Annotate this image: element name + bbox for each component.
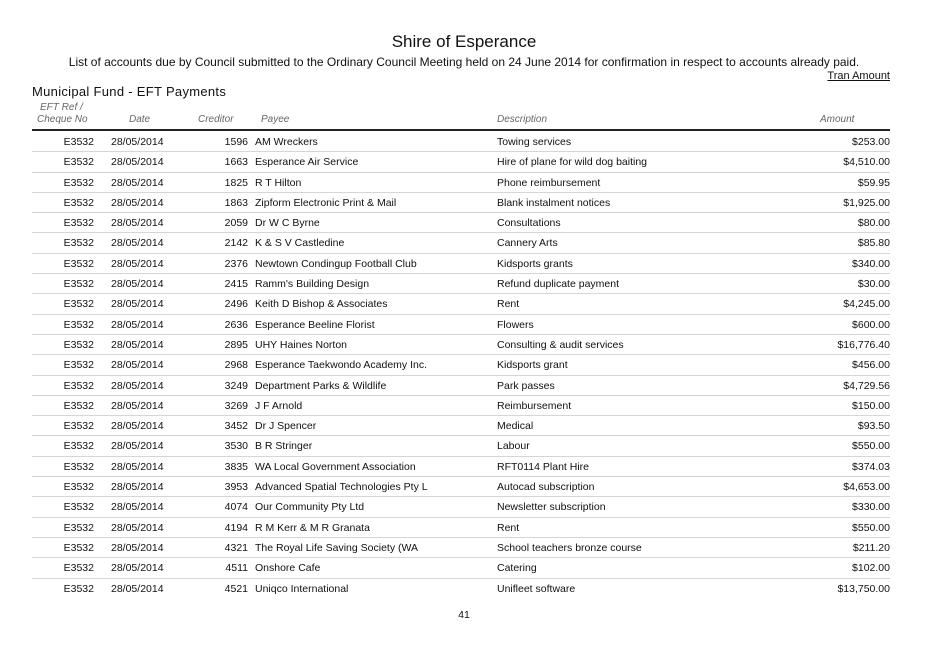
cell-description: RFT0114 Plant Hire bbox=[497, 460, 590, 473]
cell-payee: Advanced Spatial Technologies Pty L bbox=[255, 481, 428, 494]
cell-date: 28/05/2014 bbox=[111, 521, 164, 534]
cell-ref: E3532 bbox=[63, 318, 94, 331]
cell-description: Rent bbox=[497, 521, 520, 534]
header-ref-line2: Cheque No bbox=[37, 114, 88, 125]
cell-date: 28/05/2014 bbox=[111, 582, 164, 595]
page-number: 41 bbox=[458, 609, 470, 621]
cell-payee: Department Parks & Wildlife bbox=[255, 379, 387, 392]
cell-creditor: 3452 bbox=[224, 420, 248, 433]
cell-description: Kidsports grants bbox=[497, 257, 573, 270]
cell-description: Consultations bbox=[497, 217, 561, 230]
header-ref-line1: EFT Ref / bbox=[40, 102, 83, 113]
cell-date: 28/05/2014 bbox=[111, 440, 164, 453]
cell-amount: $550.00 bbox=[852, 521, 890, 534]
cell-date: 28/05/2014 bbox=[111, 318, 164, 331]
table-row bbox=[32, 538, 890, 558]
cell-creditor: 3269 bbox=[224, 399, 248, 412]
cell-description: Reimbursement bbox=[497, 399, 572, 412]
cell-description: Kidsports grant bbox=[497, 359, 568, 372]
cell-payee: Dr J Spencer bbox=[255, 420, 317, 433]
document-subtitle: List of accounts due by Council submitted to the Ordinary Council Meeting held on 24 June 2014 for confirmation in respect to accounts already paid. bbox=[68, 55, 860, 69]
cell-date: 28/05/2014 bbox=[111, 541, 164, 554]
cell-amount: $4,729.56 bbox=[843, 379, 890, 392]
table-row bbox=[32, 233, 890, 253]
cell-creditor: 2496 bbox=[224, 298, 248, 311]
cell-amount: $93.50 bbox=[857, 420, 890, 433]
cell-description: Newsletter subscription bbox=[497, 501, 606, 514]
cell-description: Unifleet software bbox=[497, 582, 576, 595]
cell-ref: E3532 bbox=[63, 399, 94, 412]
table-row bbox=[32, 132, 890, 152]
cell-amount: $374.03 bbox=[852, 460, 890, 473]
cell-payee: Our Community Pty Ltd bbox=[255, 501, 365, 514]
cell-payee: Uniqco International bbox=[255, 582, 349, 595]
cell-ref: E3532 bbox=[63, 257, 94, 270]
cell-creditor: 4321 bbox=[224, 541, 248, 554]
cell-ref: E3532 bbox=[63, 298, 94, 311]
cell-description: Medical bbox=[497, 420, 534, 433]
cell-ref: E3532 bbox=[63, 176, 94, 189]
cell-payee: Esperance Taekwondo Academy Inc. bbox=[255, 359, 427, 372]
cell-creditor: 2142 bbox=[224, 237, 248, 250]
cell-date: 28/05/2014 bbox=[111, 298, 164, 311]
cell-creditor: 4194 bbox=[224, 521, 248, 534]
table-row bbox=[32, 173, 890, 193]
table-row bbox=[32, 335, 890, 355]
table-row bbox=[32, 558, 890, 578]
cell-creditor: 3249 bbox=[224, 379, 248, 392]
cell-creditor: 4521 bbox=[224, 582, 248, 595]
cell-amount: $456.00 bbox=[852, 359, 890, 372]
table-row bbox=[32, 416, 890, 436]
cell-ref: E3532 bbox=[63, 460, 94, 473]
cell-ref: E3532 bbox=[63, 237, 94, 250]
cell-creditor: 3835 bbox=[224, 460, 248, 473]
cell-date: 28/05/2014 bbox=[111, 420, 164, 433]
payments-table bbox=[32, 132, 890, 598]
cell-ref: E3532 bbox=[63, 541, 94, 554]
cell-amount: $600.00 bbox=[852, 318, 890, 331]
table-row bbox=[32, 152, 890, 172]
section-title: Municipal Fund - EFT Payments bbox=[32, 84, 227, 99]
cell-date: 28/05/2014 bbox=[111, 237, 164, 250]
cell-payee: Dr W C Byrne bbox=[255, 217, 320, 230]
cell-payee: B R Stringer bbox=[255, 440, 313, 453]
cell-ref: E3532 bbox=[63, 481, 94, 494]
cell-payee: K & S V Castledine bbox=[255, 237, 345, 250]
table-row bbox=[32, 213, 890, 233]
cell-ref: E3532 bbox=[63, 440, 94, 453]
cell-payee: The Royal Life Saving Society (WA bbox=[255, 541, 419, 554]
table-row bbox=[32, 254, 890, 274]
cell-amount: $85.80 bbox=[857, 237, 890, 250]
cell-description: Labour bbox=[497, 440, 530, 453]
cell-payee: UHY Haines Norton bbox=[255, 338, 348, 351]
cell-ref: E3532 bbox=[63, 521, 94, 534]
cell-ref: E3532 bbox=[63, 359, 94, 372]
header-rule bbox=[32, 129, 890, 131]
table-row bbox=[32, 274, 890, 294]
cell-creditor: 1596 bbox=[224, 136, 248, 148]
cell-creditor: 3530 bbox=[224, 440, 248, 453]
cell-creditor: 2059 bbox=[224, 217, 248, 230]
cell-payee: Ramm's Building Design bbox=[255, 278, 370, 291]
cell-description: School teachers bronze course bbox=[497, 541, 642, 554]
header-payee: Payee bbox=[261, 114, 290, 125]
cell-amount: $340.00 bbox=[852, 257, 890, 270]
table-row bbox=[32, 396, 890, 416]
cell-ref: E3532 bbox=[63, 156, 94, 169]
cell-description: Consulting & audit services bbox=[497, 338, 624, 351]
cell-amount: $211.20 bbox=[852, 541, 890, 554]
cell-creditor: 2968 bbox=[224, 359, 248, 372]
table-row bbox=[32, 294, 890, 314]
table-row bbox=[32, 497, 890, 517]
cell-date: 28/05/2014 bbox=[111, 278, 164, 291]
cell-creditor: 3953 bbox=[224, 481, 248, 494]
cell-payee: J F Arnold bbox=[255, 399, 303, 412]
header-amount: Amount bbox=[820, 114, 855, 125]
cell-description: Catering bbox=[497, 562, 537, 575]
cell-description: Flowers bbox=[497, 318, 534, 331]
cell-amount: $102.00 bbox=[852, 562, 890, 575]
cell-amount: $1,925.00 bbox=[843, 196, 890, 209]
header-creditor: Creditor bbox=[198, 114, 234, 125]
cell-payee: Esperance Beeline Florist bbox=[255, 318, 375, 331]
cell-date: 28/05/2014 bbox=[111, 399, 164, 412]
tran-amount-label: Tran Amount bbox=[827, 70, 890, 82]
cell-amount: $4,510.00 bbox=[843, 156, 890, 169]
cell-ref: E3532 bbox=[63, 379, 94, 392]
cell-creditor: 1825 bbox=[224, 176, 248, 189]
cell-payee: AM Wreckers bbox=[255, 136, 318, 148]
document-title: Shire of Esperance bbox=[391, 32, 537, 51]
cell-creditor: 2415 bbox=[224, 278, 248, 291]
cell-date: 28/05/2014 bbox=[111, 481, 164, 494]
cell-amount: $550.00 bbox=[852, 440, 890, 453]
cell-payee: Keith D Bishop & Associates bbox=[255, 298, 388, 311]
cell-payee: R M Kerr & M R Granata bbox=[255, 521, 370, 534]
cell-payee: Esperance Air Service bbox=[255, 156, 359, 169]
cell-amount: $4,245.00 bbox=[843, 298, 890, 311]
cell-date: 28/05/2014 bbox=[111, 257, 164, 270]
cell-creditor: 2636 bbox=[224, 318, 248, 331]
cell-ref: E3532 bbox=[63, 501, 94, 514]
cell-creditor: 2895 bbox=[224, 338, 248, 351]
header-date: Date bbox=[129, 114, 151, 125]
cell-date: 28/05/2014 bbox=[111, 501, 164, 514]
cell-payee: R T Hilton bbox=[255, 176, 302, 189]
cell-description: Blank instalment notices bbox=[497, 196, 611, 209]
cell-ref: E3532 bbox=[63, 217, 94, 230]
cell-date: 28/05/2014 bbox=[111, 217, 164, 230]
cell-date: 28/05/2014 bbox=[111, 196, 164, 209]
cell-amount: $16,776.40 bbox=[837, 338, 890, 351]
cell-amount: $4,653.00 bbox=[843, 481, 890, 494]
table-row bbox=[32, 477, 890, 497]
cell-creditor: 4511 bbox=[225, 562, 248, 575]
cell-amount: $13,750.00 bbox=[837, 582, 890, 595]
cell-amount: $150.00 bbox=[852, 399, 890, 412]
table-row bbox=[32, 436, 890, 456]
cell-amount: $253.00 bbox=[852, 136, 890, 148]
cell-date: 28/05/2014 bbox=[111, 136, 164, 148]
cell-date: 28/05/2014 bbox=[111, 460, 164, 473]
cell-date: 28/05/2014 bbox=[111, 156, 164, 169]
cell-description: Phone reimbursement bbox=[497, 176, 601, 189]
cell-amount: $80.00 bbox=[857, 217, 890, 230]
cell-creditor: 4074 bbox=[224, 501, 248, 514]
cell-creditor: 1663 bbox=[224, 156, 248, 169]
cell-ref: E3532 bbox=[63, 136, 94, 148]
cell-amount: $59.95 bbox=[857, 176, 890, 189]
table-row bbox=[32, 193, 890, 213]
cell-ref: E3532 bbox=[63, 196, 94, 209]
cell-date: 28/05/2014 bbox=[111, 176, 164, 189]
table-row bbox=[32, 579, 890, 598]
cell-amount: $30.00 bbox=[857, 278, 890, 291]
cell-ref: E3532 bbox=[63, 582, 94, 595]
cell-ref: E3532 bbox=[63, 278, 94, 291]
cell-description: Towing services bbox=[497, 136, 572, 148]
cell-description: Refund duplicate payment bbox=[497, 278, 619, 291]
cell-creditor: 2376 bbox=[224, 257, 248, 270]
cell-date: 28/05/2014 bbox=[111, 379, 164, 392]
cell-date: 28/05/2014 bbox=[111, 338, 164, 351]
cell-ref: E3532 bbox=[63, 420, 94, 433]
cell-date: 28/05/2014 bbox=[111, 562, 164, 575]
cell-date: 28/05/2014 bbox=[111, 359, 164, 372]
table-row bbox=[32, 315, 890, 335]
cell-description: Cannery Arts bbox=[497, 237, 558, 250]
table-row bbox=[32, 376, 890, 396]
cell-payee: WA Local Government Association bbox=[255, 460, 416, 473]
cell-description: Autocad subscription bbox=[497, 481, 595, 494]
cell-payee: Zipform Electronic Print & Mail bbox=[255, 196, 397, 209]
cell-creditor: 1863 bbox=[224, 196, 248, 209]
cell-description: Park passes bbox=[497, 379, 555, 392]
cell-amount: $330.00 bbox=[852, 501, 890, 514]
table-row bbox=[32, 518, 890, 538]
header-description: Description bbox=[497, 114, 548, 125]
table-row bbox=[32, 355, 890, 375]
cell-payee: Newtown Condingup Football Club bbox=[255, 257, 417, 270]
cell-description: Hire of plane for wild dog baiting bbox=[497, 156, 648, 169]
cell-description: Rent bbox=[497, 298, 520, 311]
cell-ref: E3532 bbox=[63, 562, 94, 575]
cell-ref: E3532 bbox=[63, 338, 94, 351]
cell-payee: Onshore Cafe bbox=[255, 562, 321, 575]
table-row bbox=[32, 457, 890, 477]
